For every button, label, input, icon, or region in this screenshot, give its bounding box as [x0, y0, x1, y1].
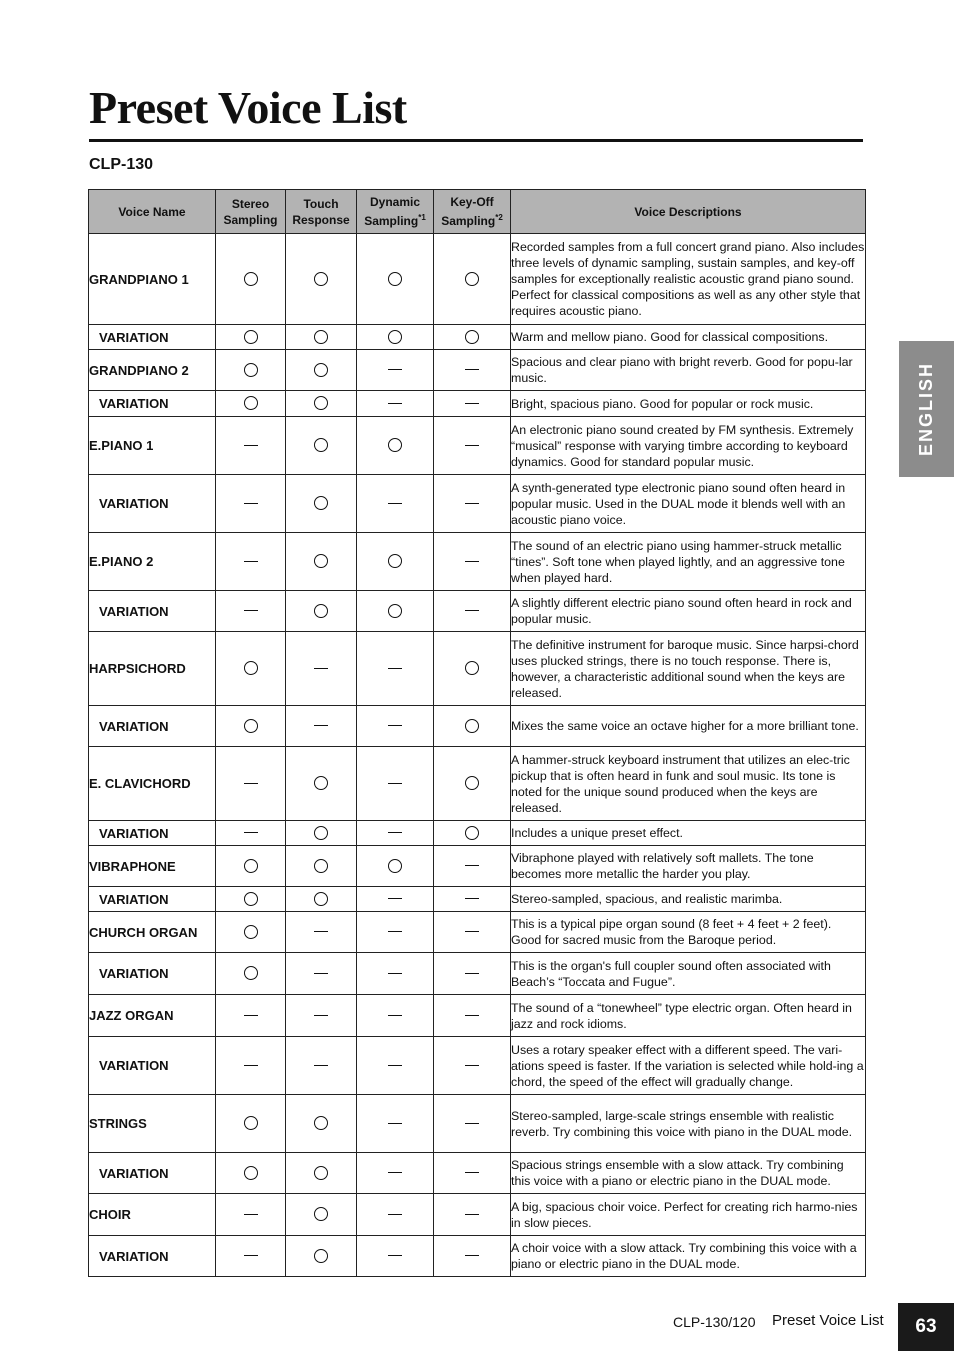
stereo-cell — [216, 1194, 286, 1236]
voice-name: JAZZ ORGAN — [89, 1008, 174, 1023]
supported-circle-icon — [244, 925, 258, 939]
supported-circle-icon — [244, 1116, 258, 1130]
not-supported-dash-icon — [465, 1214, 479, 1215]
keyoff-cell — [434, 995, 511, 1037]
stereo-cell — [216, 1153, 286, 1194]
not-supported-dash-icon — [388, 1172, 402, 1173]
voice-name-cell — [89, 995, 216, 1037]
voice-description: Mixes the same voice an octave higher for a more brilliant tone. — [511, 706, 866, 747]
touch-cell — [286, 325, 357, 350]
stereo-cell — [216, 747, 286, 821]
table-row — [89, 1194, 866, 1236]
voice-description: A choir voice with a slow attack. Try combining this voice with a piano or electric piano in the DUAL mode. — [511, 1236, 866, 1277]
supported-circle-icon — [244, 966, 258, 980]
keyoff-cell — [434, 632, 511, 706]
table-row — [89, 995, 866, 1037]
header-keyoff-sampling: Key-Off Sampling$^{*2}$ — [434, 190, 511, 234]
stereo-cell — [216, 1037, 286, 1095]
stereo-cell — [216, 350, 286, 391]
table-row — [89, 591, 866, 632]
header-voice-descriptions: Voice Descriptions — [511, 190, 866, 234]
touch-cell — [286, 632, 357, 706]
keyoff-cell — [434, 1037, 511, 1095]
table-row — [89, 234, 866, 325]
not-supported-dash-icon — [465, 898, 479, 899]
voice-name: STRINGS — [89, 1116, 147, 1131]
voice-name-cell — [89, 417, 216, 475]
table-row — [89, 1153, 866, 1194]
voice-description: A hammer-struck keyboard instrument that utilizes an elec-tric pickup that is often heard in funk and soul music. Its tone is noted for the unique sound produced when the keys are released. — [511, 747, 866, 821]
keyoff-cell — [434, 846, 511, 887]
stereo-cell — [216, 391, 286, 417]
not-supported-dash-icon — [465, 865, 479, 866]
not-supported-dash-icon — [244, 1015, 258, 1016]
stereo-cell — [216, 475, 286, 533]
voice-description: A synth-generated type electronic piano sound often heard in popular music. Used in the DUAL mode it blends well with an acoustic piano voice. — [511, 475, 866, 533]
not-supported-dash-icon — [388, 783, 402, 784]
keyoff-cell — [434, 391, 511, 417]
supported-circle-icon — [244, 396, 258, 410]
footer-model: CLP-130/120 — [673, 1314, 756, 1330]
dynamic-cell — [357, 1236, 434, 1277]
page-title: Preset Voice List — [89, 82, 407, 133]
keyoff-cell — [434, 1236, 511, 1277]
not-supported-dash-icon — [244, 1065, 258, 1066]
stereo-cell — [216, 591, 286, 632]
keyoff-cell — [434, 417, 511, 475]
not-supported-dash-icon — [465, 503, 479, 504]
not-supported-dash-icon — [388, 973, 402, 974]
table-row — [89, 417, 866, 475]
voice-name: E.PIANO 2 — [89, 554, 154, 569]
voice-name: VARIATION — [99, 718, 169, 734]
dynamic-cell — [357, 234, 434, 325]
not-supported-dash-icon — [314, 725, 328, 726]
supported-circle-icon — [465, 719, 479, 733]
voice-name-cell — [89, 846, 216, 887]
voice-description: A slightly different electric piano sound often heard in rock and popular music. — [511, 591, 866, 632]
table-row — [89, 475, 866, 533]
dynamic-cell — [357, 475, 434, 533]
not-supported-dash-icon — [465, 1065, 479, 1066]
touch-cell — [286, 1095, 357, 1153]
voice-description: Includes a unique preset effect. — [511, 821, 866, 846]
supported-circle-icon — [314, 1207, 328, 1221]
keyoff-cell — [434, 706, 511, 747]
touch-cell — [286, 706, 357, 747]
supported-circle-icon — [388, 554, 402, 568]
touch-cell — [286, 591, 357, 632]
dynamic-cell — [357, 706, 434, 747]
touch-cell — [286, 953, 357, 995]
keyoff-cell — [434, 912, 511, 953]
voice-description: Recorded samples from a full concert grand piano. Also includes three levels of dynamic sampling, sustain samples, and key-off samples for exceptionally realistic acoustic grand piano sound. Perfect for classical compositions as well as any other style that requires acoustic piano. — [511, 234, 866, 325]
not-supported-dash-icon — [465, 1255, 479, 1256]
touch-cell — [286, 912, 357, 953]
touch-cell — [286, 417, 357, 475]
voice-name-cell — [89, 533, 216, 591]
not-supported-dash-icon — [388, 931, 402, 932]
supported-circle-icon — [388, 604, 402, 618]
voice-description: Bright, spacious piano. Good for popular or rock music. — [511, 391, 866, 417]
voice-name: VARIATION — [99, 329, 169, 345]
voice-name-cell — [89, 887, 216, 912]
voice-name-cell — [89, 953, 216, 995]
not-supported-dash-icon — [388, 369, 402, 370]
not-supported-dash-icon — [465, 1172, 479, 1173]
table-row — [89, 953, 866, 995]
not-supported-dash-icon — [465, 403, 479, 404]
touch-cell — [286, 747, 357, 821]
dynamic-cell — [357, 533, 434, 591]
voice-name-cell — [89, 706, 216, 747]
not-supported-dash-icon — [465, 931, 479, 932]
supported-circle-icon — [314, 330, 328, 344]
supported-circle-icon — [244, 892, 258, 906]
supported-circle-icon — [314, 859, 328, 873]
stereo-cell — [216, 632, 286, 706]
dynamic-cell — [357, 1194, 434, 1236]
stereo-cell — [216, 325, 286, 350]
dynamic-cell — [357, 953, 434, 995]
touch-cell — [286, 533, 357, 591]
not-supported-dash-icon — [244, 1255, 258, 1256]
not-supported-dash-icon — [465, 610, 479, 611]
voice-name-cell — [89, 1236, 216, 1277]
table-row — [89, 912, 866, 953]
header-stereo-sampling: Stereo Sampling — [216, 190, 286, 234]
keyoff-cell — [434, 747, 511, 821]
stereo-cell — [216, 706, 286, 747]
footnote-ref-2: *2 — [495, 213, 503, 222]
voice-name-cell — [89, 1194, 216, 1236]
keyoff-cell — [434, 533, 511, 591]
voice-name: VARIATION — [99, 496, 169, 511]
voice-name-cell — [89, 632, 216, 706]
voice-description: Spacious and clear piano with bright reverb. Good for popu-lar music. — [511, 350, 866, 391]
language-tab-label: ENGLISH — [916, 362, 936, 457]
voice-description: Uses a rotary speaker effect with a different speed. The vari-ations speed is faster. If the variation is selected while hold-ing a chord, the speed of the effect will gradually change. — [511, 1037, 866, 1095]
supported-circle-icon — [244, 859, 258, 873]
dynamic-cell — [357, 887, 434, 912]
voice-description: Stereo-sampled, spacious, and realistic marimba. — [511, 887, 866, 912]
dynamic-cell — [357, 632, 434, 706]
touch-cell — [286, 391, 357, 417]
dynamic-cell — [357, 391, 434, 417]
not-supported-dash-icon — [465, 1123, 479, 1124]
dynamic-cell — [357, 995, 434, 1037]
stereo-cell — [216, 953, 286, 995]
dynamic-cell — [357, 747, 434, 821]
supported-circle-icon — [314, 892, 328, 906]
dynamic-cell — [357, 417, 434, 475]
touch-cell — [286, 475, 357, 533]
dynamic-cell — [357, 325, 434, 350]
not-supported-dash-icon — [465, 1015, 479, 1016]
not-supported-dash-icon — [388, 1065, 402, 1066]
supported-circle-icon — [314, 826, 328, 840]
table-header-row — [89, 190, 866, 234]
not-supported-dash-icon — [388, 668, 402, 669]
supported-circle-icon — [388, 272, 402, 286]
stereo-cell — [216, 821, 286, 846]
keyoff-cell — [434, 325, 511, 350]
voice-name-cell — [89, 821, 216, 846]
touch-cell — [286, 234, 357, 325]
supported-circle-icon — [244, 330, 258, 344]
not-supported-dash-icon — [388, 403, 402, 404]
voice-description: An electronic piano sound created by FM synthesis. Extremely “musical” response with varying timbre according to keyboard dynamics. Good for standard popular music. — [511, 417, 866, 475]
dynamic-cell — [357, 1095, 434, 1153]
table-row — [89, 632, 866, 706]
dynamic-cell — [357, 912, 434, 953]
not-supported-dash-icon — [244, 561, 258, 562]
voice-description: The sound of an electric piano using hammer-struck metallic “tines”. Soft tone when played lightly, and an aggressive tone when played hard. — [511, 533, 866, 591]
supported-circle-icon — [314, 776, 328, 790]
voice-name: GRANDPIANO 2 — [89, 362, 189, 378]
supported-circle-icon — [244, 1166, 258, 1180]
touch-cell — [286, 1153, 357, 1194]
touch-cell — [286, 1037, 357, 1095]
voice-name: VARIATION — [99, 1248, 169, 1264]
stereo-cell — [216, 995, 286, 1037]
touch-cell — [286, 995, 357, 1037]
supported-circle-icon — [314, 554, 328, 568]
voice-name: VARIATION — [99, 1058, 169, 1073]
voice-name: VARIATION — [99, 1165, 169, 1181]
supported-circle-icon — [465, 330, 479, 344]
voice-name: E.PIANO 1 — [89, 438, 154, 453]
not-supported-dash-icon — [314, 931, 328, 932]
not-supported-dash-icon — [314, 973, 328, 974]
voice-description: Stereo-sampled, large-scale strings ensemble with realistic reverb. Try combining this voice with piano in the DUAL mode. — [511, 1095, 866, 1153]
supported-circle-icon — [388, 330, 402, 344]
not-supported-dash-icon — [388, 725, 402, 726]
voice-name: VARIATION — [99, 825, 169, 841]
voice-name: GRANDPIANO 1 — [89, 271, 189, 287]
voice-name-cell — [89, 1153, 216, 1194]
stereo-cell — [216, 887, 286, 912]
supported-circle-icon — [244, 363, 258, 377]
voice-description: Warm and mellow piano. Good for classical compositions. — [511, 325, 866, 350]
supported-circle-icon — [314, 1249, 328, 1263]
voice-description: A big, spacious choir voice. Perfect for creating rich harmo-nies in slow pieces. — [511, 1194, 866, 1236]
stereo-cell — [216, 846, 286, 887]
voice-name: CHURCH ORGAN — [89, 924, 198, 940]
not-supported-dash-icon — [465, 445, 479, 446]
keyoff-cell — [434, 821, 511, 846]
footnote-ref-1: *1 — [418, 213, 426, 222]
stereo-cell — [216, 533, 286, 591]
dynamic-cell — [357, 1037, 434, 1095]
not-supported-dash-icon — [244, 610, 258, 611]
supported-circle-icon — [244, 719, 258, 733]
not-supported-dash-icon — [465, 561, 479, 562]
not-supported-dash-icon — [244, 503, 258, 504]
voice-description: The sound of a “tonewheel” type electric organ. Often heard in jazz and rock idioms. — [511, 995, 866, 1037]
keyoff-cell — [434, 591, 511, 632]
voice-name-cell — [89, 1037, 216, 1095]
voice-name-cell — [89, 475, 216, 533]
not-supported-dash-icon — [388, 832, 402, 833]
supported-circle-icon — [244, 661, 258, 675]
header-voice-name: Voice Name — [89, 190, 216, 234]
voice-description: This is a typical pipe organ sound (8 feet + 4 feet + 2 feet). Good for sacred music from the Baroque period. — [511, 912, 866, 953]
dynamic-cell — [357, 591, 434, 632]
voice-name-cell — [89, 1095, 216, 1153]
table-row — [89, 821, 866, 846]
supported-circle-icon — [465, 272, 479, 286]
table-row — [89, 391, 866, 417]
supported-circle-icon — [314, 272, 328, 286]
keyoff-cell — [434, 234, 511, 325]
table-row — [89, 706, 866, 747]
touch-cell — [286, 887, 357, 912]
preset-voice-table — [88, 189, 866, 1277]
not-supported-dash-icon — [314, 1015, 328, 1016]
voice-name: CHOIR — [89, 1207, 131, 1222]
stereo-cell — [216, 1236, 286, 1277]
not-supported-dash-icon — [388, 503, 402, 504]
dynamic-cell — [357, 1153, 434, 1194]
voice-name-cell — [89, 912, 216, 953]
stereo-cell — [216, 417, 286, 475]
supported-circle-icon — [465, 661, 479, 675]
not-supported-dash-icon — [388, 1123, 402, 1124]
dynamic-cell — [357, 350, 434, 391]
voice-name-cell — [89, 391, 216, 417]
not-supported-dash-icon — [314, 1065, 328, 1066]
voice-description: Spacious strings ensemble with a slow attack. Try combining this voice with a piano or electric piano in the DUAL mode. — [511, 1153, 866, 1194]
keyoff-cell — [434, 475, 511, 533]
supported-circle-icon — [465, 776, 479, 790]
supported-circle-icon — [314, 438, 328, 452]
not-supported-dash-icon — [465, 973, 479, 974]
touch-cell — [286, 1194, 357, 1236]
keyoff-cell — [434, 1095, 511, 1153]
voice-name: HARPSICHORD — [89, 661, 186, 676]
table-row — [89, 325, 866, 350]
table-row — [89, 747, 866, 821]
table-row — [89, 1095, 866, 1153]
keyoff-cell — [434, 350, 511, 391]
table-row — [89, 1037, 866, 1095]
dynamic-cell — [357, 846, 434, 887]
header-dynamic-sampling: Dynamic Sampling$^{*1}$ — [357, 190, 434, 234]
voice-name-cell — [89, 234, 216, 325]
voice-name-cell — [89, 591, 216, 632]
not-supported-dash-icon — [388, 1255, 402, 1256]
touch-cell — [286, 846, 357, 887]
not-supported-dash-icon — [314, 668, 328, 669]
voice-name: VARIATION — [99, 966, 169, 981]
stereo-cell — [216, 1095, 286, 1153]
keyoff-cell — [434, 887, 511, 912]
not-supported-dash-icon — [465, 369, 479, 370]
supported-circle-icon — [388, 859, 402, 873]
not-supported-dash-icon — [388, 898, 402, 899]
supported-circle-icon — [314, 363, 328, 377]
table-row — [89, 1236, 866, 1277]
model-heading: CLP-130 — [89, 156, 154, 173]
not-supported-dash-icon — [388, 1015, 402, 1016]
dynamic-cell — [357, 821, 434, 846]
supported-circle-icon — [314, 1116, 328, 1130]
not-supported-dash-icon — [244, 783, 258, 784]
stereo-cell — [216, 912, 286, 953]
not-supported-dash-icon — [244, 1214, 258, 1215]
language-side-tab — [899, 341, 954, 477]
table-row — [89, 887, 866, 912]
page-number: 63 — [898, 1303, 954, 1351]
stereo-cell — [216, 234, 286, 325]
voice-description: Vibraphone played with relatively soft mallets. The tone becomes more metallic the harder you play. — [511, 846, 866, 887]
not-supported-dash-icon — [388, 1214, 402, 1215]
voice-description: The definitive instrument for baroque music. Since harpsi-chord uses plucked strings, there is no touch response. There is, however, a characteristic additional sound when the keys are released. — [511, 632, 866, 706]
supported-circle-icon — [314, 1166, 328, 1180]
table-row — [89, 846, 866, 887]
voice-name-cell — [89, 325, 216, 350]
not-supported-dash-icon — [244, 832, 258, 833]
header-touch-response: Touch Response — [286, 190, 357, 234]
voice-name: VARIATION — [99, 396, 169, 411]
supported-circle-icon — [388, 438, 402, 452]
voice-name: VARIATION — [99, 603, 169, 619]
supported-circle-icon — [465, 826, 479, 840]
footer-section-title: Preset Voice List — [772, 1312, 884, 1329]
supported-circle-icon — [314, 396, 328, 410]
voice-description: This is the organ's full coupler sound often associated with Beach’s “Toccata and Fugue”. — [511, 953, 866, 995]
voice-name-cell — [89, 747, 216, 821]
voice-name-cell — [89, 350, 216, 391]
keyoff-cell — [434, 1194, 511, 1236]
supported-circle-icon — [314, 496, 328, 510]
voice-name: E. CLAVICHORD — [89, 776, 191, 791]
supported-circle-icon — [314, 604, 328, 618]
touch-cell — [286, 350, 357, 391]
touch-cell — [286, 821, 357, 846]
title-rule — [89, 139, 863, 142]
keyoff-cell — [434, 1153, 511, 1194]
voice-name: VARIATION — [99, 891, 169, 907]
touch-cell — [286, 1236, 357, 1277]
supported-circle-icon — [244, 272, 258, 286]
voice-name: VIBRAPHONE — [89, 858, 176, 874]
table-row — [89, 350, 866, 391]
not-supported-dash-icon — [244, 445, 258, 446]
keyoff-cell — [434, 953, 511, 995]
table-row — [89, 533, 866, 591]
